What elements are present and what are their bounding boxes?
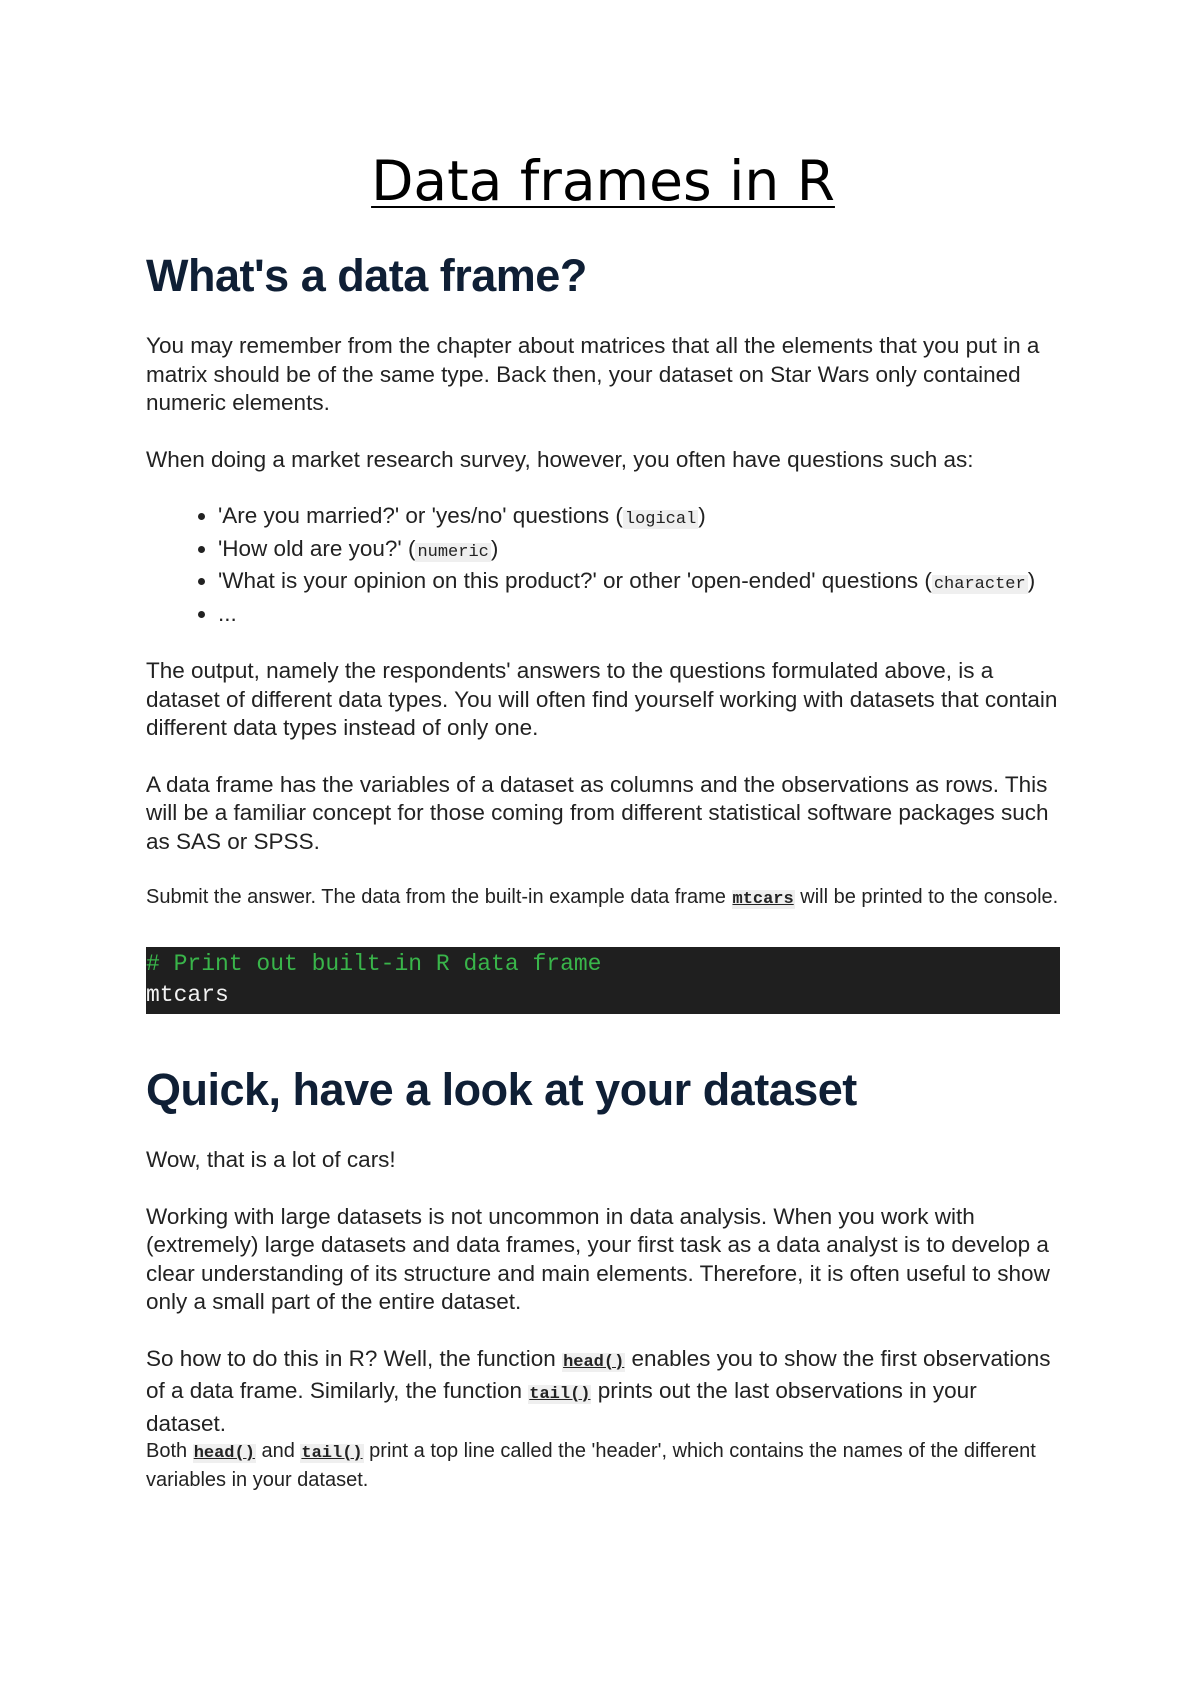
text-segment: prints out the last observations in your dataset. [146, 1378, 977, 1436]
list-item [218, 600, 1060, 629]
instruction-text-after: will be printed to the console. [794, 886, 1059, 908]
question-type-list [146, 502, 1060, 628]
section-heading-quick-look: Quick, have a look at your dataset [146, 1064, 857, 1115]
inline-code-tail: tail() [301, 1444, 363, 1463]
paragraph-survey-intro: When doing a market research survey, however, you often have questions such as: [146, 446, 974, 472]
paragraph-matrices: You may remember from the chapter about matrices that all the elements that you put in a matrix should be of the same type. Back then, your dataset on Star Wars only contained numeric elements. [146, 333, 1040, 415]
inline-code-tail: tail() [529, 1385, 591, 1404]
paragraph-output: The output, namely the respondents' answers to the questions formulated above, is a dataset of different data types. You will often find yourself working with datasets that contain different data types instead of only one. [146, 658, 1058, 740]
paragraph-large-datasets: Working with large datasets is not uncommon in data analysis. When you work with (extremely) large datasets and data frames, your first task as a data analyst is to develop a clear understanding of its structure and main elements. Therefore, it is often useful to show only a small part of the entire dataset. [146, 1203, 1050, 1314]
inline-code: numeric [417, 542, 489, 562]
code-block [146, 947, 1060, 1014]
section-heading-data-frame: What's a data frame? [146, 250, 587, 301]
text-segment: print a top line called the 'header', which contains the names of the different variables in your dataset. [146, 1440, 1036, 1491]
list-item [218, 535, 1060, 568]
list-item-text-after: ) [490, 535, 499, 561]
list-item [218, 567, 1060, 600]
paragraph-header-line [146, 1438, 1060, 1493]
list-item-text: 'What is your opinion on this product?' or other 'open-ended' questions ( [218, 568, 932, 593]
inline-code-head: head() [193, 1444, 255, 1463]
text-segment: and [255, 1440, 301, 1462]
instruction-text: Submit the answer. The data from the built-in example data frame [146, 886, 732, 908]
list-item-text: 'How old are you?' ( [218, 535, 416, 561]
inline-code: logical [624, 510, 697, 529]
text-segment: enables you to show the first observations of a data frame. Similarly, the function [146, 1345, 1051, 1403]
list-item-text-after: ) [1027, 568, 1036, 593]
paragraph-data-frame-definition: A data frame has the variables of a dataset as columns and the observations as rows. This will be a familiar concept for those coming from different statistical software packages such as SAS or SPSS. [146, 771, 1049, 854]
paragraph-lot-of-cars: Wow, that is a lot of cars! [146, 1147, 396, 1172]
document-title: Data frames in R [371, 149, 835, 213]
text-segment: Both [146, 1440, 193, 1462]
inline-code-head: head() [563, 1352, 625, 1372]
text-segment: So how to do this in R? Well, the function [146, 1345, 563, 1371]
paragraph-head-tail [146, 1345, 1060, 1439]
code-line: mtcars [146, 982, 229, 1008]
paragraph-submit-instruction [146, 884, 1060, 913]
list-item [218, 502, 1060, 535]
list-item-text: 'Are you married?' or 'yes/no' questions ( [218, 503, 623, 528]
inline-code: character [933, 575, 1026, 594]
inline-code-mtcars: mtcars [732, 890, 794, 909]
list-item-text-after: ) [698, 503, 706, 528]
code-comment: # Print out built-in R data frame [146, 951, 602, 977]
list-item-text: ... [218, 600, 237, 626]
